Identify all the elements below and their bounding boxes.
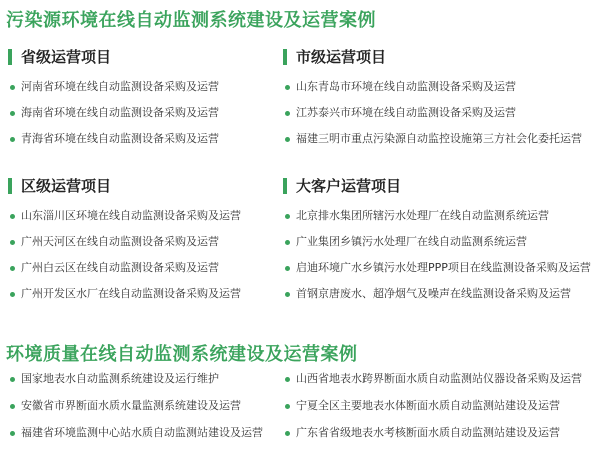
list-item-text: 启迪环境广水乡镇污水处理PPP项目在线监测设备采购及运营 (296, 261, 591, 274)
bullet-icon (10, 85, 15, 90)
list-item (7, 235, 241, 249)
group-major-client (282, 175, 591, 301)
list-item-text: 福建三明市重点污染源自动监控设施第三方社会化委托运营 (296, 132, 582, 145)
list-item-text: 首钢京唐废水、超净烟气及噪声在线监测设备采购及运营 (296, 287, 571, 300)
list-item-text: 北京排水集团所辖污水处理厂在线自动监测系统运营 (296, 209, 549, 222)
list-item (7, 80, 219, 94)
list-item (282, 209, 591, 223)
list-item-text: 河南省环境在线自动监测设备采购及运营 (21, 80, 219, 93)
bullet-icon (10, 266, 15, 271)
bullet-icon (285, 404, 290, 409)
list-item (7, 261, 241, 275)
bullet-icon (10, 431, 15, 436)
list-item (7, 209, 241, 223)
list-item-text: 宁夏全区主要地表水体断面水质自动监测站建设及运营 (296, 399, 560, 412)
group-heading-label: 区级运营项目 (21, 177, 112, 195)
list-item-text: 广州开发区水厂在线自动监测设备采购及运营 (21, 287, 241, 300)
group-heading (7, 46, 219, 68)
list-item (282, 261, 591, 275)
list-item-text: 广州天河区在线自动监测设备采购及运营 (21, 235, 219, 248)
list-item (7, 399, 263, 413)
bullet-icon (285, 137, 290, 142)
bullet-icon (285, 377, 290, 382)
list-item (282, 372, 582, 386)
list-item-text: 海南省环境在线自动监测设备采购及运营 (21, 106, 219, 119)
group-heading (282, 46, 582, 68)
heading-bar-icon (8, 178, 12, 194)
list-item (282, 426, 582, 440)
list-item (282, 235, 591, 249)
bullet-icon (10, 377, 15, 382)
list-item-text: 安徽省市界断面水质水量监测系统建设及运营 (21, 399, 241, 412)
list-item-text: 广东省省级地表水考核断面水质自动监测站建设及运营 (296, 426, 560, 439)
group-quality-right (282, 372, 582, 440)
list-item-text: 青海省环境在线自动监测设备采购及运营 (21, 132, 219, 145)
group-municipal (282, 46, 582, 146)
group-provincial (7, 46, 219, 146)
bullet-icon (10, 404, 15, 409)
group-heading (7, 175, 241, 197)
group-quality-left (7, 372, 263, 440)
bullet-icon (285, 266, 290, 271)
bullet-icon (10, 137, 15, 142)
section-title-pollution-source: 污染源环境在线自动监测系统建设及运营案例 (6, 10, 376, 31)
heading-bar-icon (8, 49, 12, 65)
bullet-icon (285, 111, 290, 116)
bullet-icon (285, 431, 290, 436)
bullet-icon (10, 240, 15, 245)
heading-bar-icon (283, 178, 287, 194)
list-item (7, 106, 219, 120)
list-item (282, 287, 591, 301)
list-item-text: 山东淄川区环境在线自动监测设备采购及运营 (21, 209, 241, 222)
bullet-icon (285, 240, 290, 245)
list-item (282, 80, 582, 94)
list-item (7, 287, 241, 301)
list-item-text: 福建省环境监测中心站水质自动监测站建设及运营 (21, 426, 263, 439)
group-heading-label: 市级运营项目 (296, 48, 387, 66)
list-item (282, 399, 582, 413)
section-title-environmental-quality: 环境质量在线自动监测系统建设及运营案例 (6, 344, 358, 365)
list-item (7, 372, 263, 386)
list-item (7, 132, 219, 146)
list-item-text: 山西省地表水跨界断面水质自动监测站仪器设备采购及运营 (296, 372, 582, 385)
bullet-icon (285, 85, 290, 90)
group-heading-label: 大客户运营项目 (296, 177, 402, 195)
heading-bar-icon (283, 49, 287, 65)
group-heading-label: 省级运营项目 (21, 48, 112, 66)
list-item-text: 山东青岛市环境在线自动监测设备采购及运营 (296, 80, 516, 93)
list-item-text: 广业集团乡镇污水处理厂在线自动监测系统运营 (296, 235, 527, 248)
list-item-text: 国家地表水自动监测系统建设及运行维护 (21, 372, 219, 385)
list-item-text: 广州白云区在线自动监测设备采购及运营 (21, 261, 219, 274)
bullet-icon (10, 214, 15, 219)
bullet-icon (285, 214, 290, 219)
list-item (7, 426, 263, 440)
list-item (282, 106, 582, 120)
bullet-icon (10, 292, 15, 297)
bullet-icon (10, 111, 15, 116)
bullet-icon (285, 292, 290, 297)
list-item-text: 江苏泰兴市环境在线自动监测设备采购及运营 (296, 106, 516, 119)
group-district (7, 175, 241, 301)
list-item (282, 132, 582, 146)
group-heading (282, 175, 591, 197)
